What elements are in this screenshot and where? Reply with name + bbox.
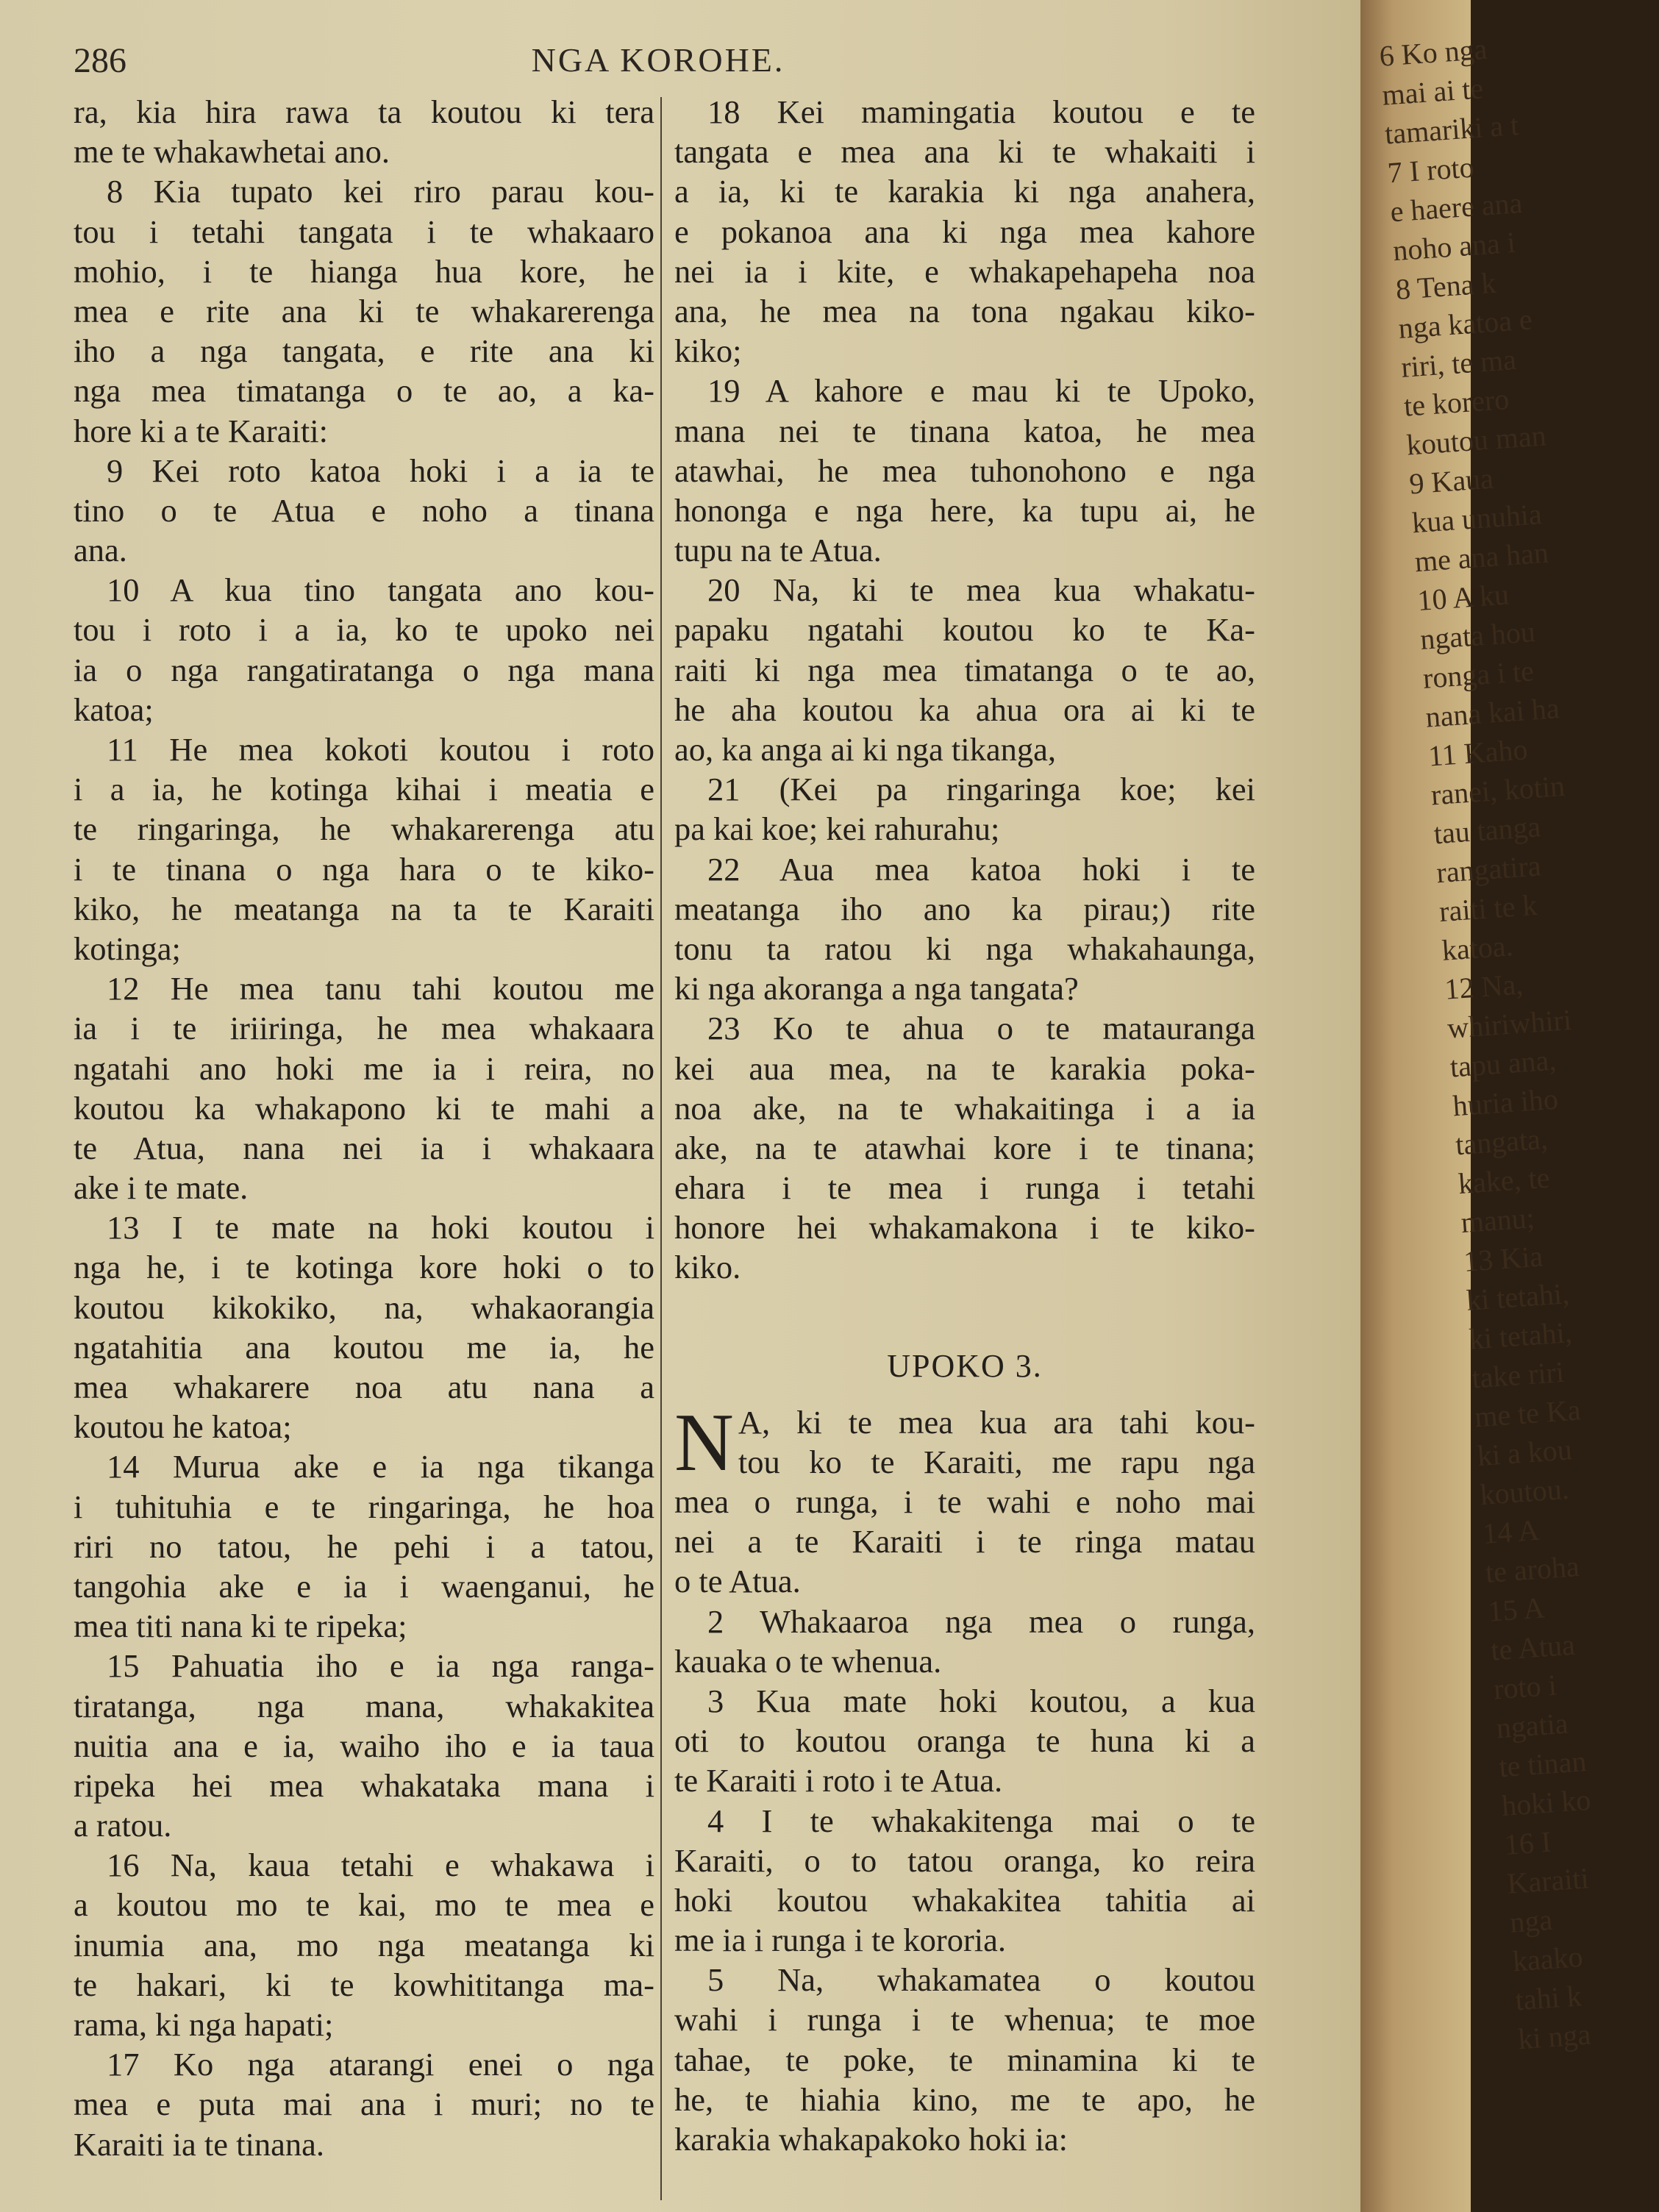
text-line: inumia ana, mo nga meatanga ki — [74, 1926, 654, 1963]
facing-page-line: 11 Kaho — [1427, 732, 1529, 773]
text-line: tangata e mea ana ki te whakaiti i — [674, 133, 1255, 171]
facing-page-line: tau tanga — [1433, 810, 1542, 851]
text-line: karakia whakapakoko hoki ia: — [674, 2121, 1068, 2158]
text-line: mea titi nana ki te ripeka; — [74, 1608, 407, 1645]
text-line: 15 Pahuatia iho e ia nga ranga- — [107, 1647, 654, 1685]
text-line: a koutou mo te kai, mo te mea e — [74, 1886, 654, 1924]
facing-page-line: hoki ko — [1500, 1783, 1592, 1823]
text-line: tangohia ake e ia i waenganui, he — [74, 1567, 654, 1605]
text-line: mea whakarere noa atu nana a — [74, 1369, 654, 1405]
text-line: ngatahi ano hoki me ia i reira, no — [74, 1049, 654, 1087]
text-line: o te Atua. — [674, 1563, 801, 1600]
text-line: te Karaiti i roto i te Atua. — [674, 1762, 1003, 1799]
text-line: 23 Ko te ahua o te matauranga — [707, 1010, 1255, 1047]
text-line: 19 A kahore e mau ki te Upoko, — [707, 372, 1255, 410]
facing-page-line: roto i — [1492, 1668, 1558, 1706]
facing-page-line: manu; — [1460, 1201, 1536, 1240]
text-line: ehara i te mea i runga i tetahi — [674, 1169, 1255, 1207]
text-line: mea e puta mai ana i muri; no te — [74, 2086, 654, 2123]
facing-page-line: nga — [1508, 1902, 1554, 1939]
text-line: atawhai, he mea tuhonohono e nga — [674, 452, 1255, 489]
text-line: ao, ka anga ai ki nga tikanga, — [674, 731, 1056, 768]
text-line: kei aua mea, na te karakia poka- — [674, 1049, 1255, 1087]
text-line: pa kai koe; kei rahurahu; — [674, 810, 1000, 848]
text-line: he aha koutou ka ahua ora ai ki te — [674, 691, 1255, 728]
facing-page-line: tapu ana, — [1449, 1043, 1558, 1084]
facing-page-line: nga katoa e — [1397, 302, 1533, 345]
text-line: rama, ki nga hapati; — [74, 2006, 334, 2043]
facing-page-line: ranei, kotin — [1430, 768, 1566, 812]
facing-page-line: 14 A — [1481, 1513, 1541, 1550]
text-line: 13 I te mate na hoki koutou i — [107, 1209, 654, 1246]
facing-page-line: 13 Kia — [1462, 1239, 1544, 1278]
text-line: 10 A kua tino tangata ano kou- — [107, 571, 654, 609]
facing-page-line: ki tetahi, — [1465, 1277, 1571, 1317]
text-line: Karaiti, o to tatou oranga, ko reira — [674, 1841, 1255, 1879]
text-line: 9 Kei roto katoa hoki i a ia te — [107, 452, 654, 489]
facing-page-line: 15 A — [1487, 1591, 1546, 1628]
text-line: ia i te iriiringa, he mea whakaara — [74, 1010, 654, 1047]
page-number: 286 — [74, 41, 126, 80]
text-line: Karaiti ia te tinana. — [74, 2125, 325, 2163]
text-line: me te whakawhetai ano. — [74, 133, 390, 171]
text-line: hononga e nga here, ka tupu ai, he — [674, 491, 1255, 529]
facing-page-line: koutou. — [1479, 1471, 1571, 1512]
facing-page-line: ki a kou — [1476, 1433, 1574, 1473]
facing-page-line: take riri — [1470, 1355, 1566, 1395]
text-line: nga mea timatanga o te ao, a ka- — [74, 372, 654, 410]
text-line: 3 Kua mate hoki koutou, a kua — [707, 1682, 1255, 1719]
text-line: hoki koutou whakakitea tahitia ai — [674, 1881, 1255, 1919]
text-line: i a ia, he kotinga kihai i meatia e — [74, 771, 654, 808]
chapter-verses — [674, 1482, 1255, 2159]
facing-page-line: kua unuhia — [1410, 497, 1543, 540]
right-column — [674, 92, 1255, 2159]
text-line: e pokanoa ana ki nga mea kahore — [674, 213, 1255, 250]
chapter-first-line: tou ko te Karaiti, me rapu nga — [738, 1443, 1255, 1480]
text-line: koutou kikokiko, na, whakaorangia — [74, 1288, 654, 1326]
text-line: 8 Kia tupato kei riro parau kou- — [107, 173, 654, 210]
text-line: 21 (Kei pa ringaringa koe; kei — [707, 771, 1255, 808]
text-line: 20 Na, ki te mea kua whakatu- — [707, 571, 1255, 609]
facing-page-line: ngata hou — [1419, 615, 1537, 656]
facing-page-line: koutou man — [1405, 418, 1547, 462]
text-line: 4 I te whakakitenga mai o te — [707, 1802, 1255, 1839]
text-line: te hakari, ki te kowhititanga ma- — [74, 1966, 654, 2003]
chapter-heading: UPOKO 3. — [887, 1347, 1043, 1384]
running-head: NGA KOROHE. — [531, 41, 785, 79]
facing-page-line: riri, te ma — [1399, 343, 1518, 384]
text-line: ia o nga rangatiratanga o nga mana — [74, 651, 654, 688]
facing-page-line: mai ai te — [1380, 71, 1485, 112]
facing-page-line: tahi k — [1514, 1979, 1583, 2017]
text-line: hore ki a te Karaiti: — [74, 412, 328, 449]
text-line: tiratanga, nga mana, whakakitea — [74, 1687, 654, 1724]
text-line: 16 Na, kaua tetahi e whakawa i — [107, 1847, 654, 1884]
facing-page-line: whiriwhiri — [1446, 1002, 1573, 1045]
text-line: ana. — [74, 532, 127, 569]
text-line: kotinga; — [74, 930, 181, 967]
facing-page-line: 16 I — [1503, 1824, 1552, 1861]
facing-page-line: me ana han — [1413, 535, 1550, 579]
text-line: meatanga iho ano ka pirau;) rite — [674, 890, 1255, 927]
text-line: katoa; — [74, 691, 154, 728]
text-line: koutou ka whakapono ki te mahi a — [74, 1089, 654, 1127]
page-header — [74, 40, 1243, 92]
facing-page-line: Karaiti — [1506, 1861, 1590, 1900]
text-line: ngatahitia ana koutou me ia, he — [74, 1328, 654, 1366]
text-line: ra, kia hira rawa ta koutou ki tera — [74, 93, 654, 130]
text-line: me ia i runga i te kororia. — [674, 1922, 1007, 1959]
text-line: tou i tetahi tangata i te whakaaro — [74, 213, 654, 250]
facing-page-line: rangatira — [1435, 849, 1542, 890]
facing-page-line: tangata, — [1454, 1121, 1549, 1162]
facing-page-line: 7 I roto — [1386, 150, 1475, 190]
facing-page-text — [1378, 29, 1622, 2058]
facing-page-line: nana kai ha — [1424, 691, 1560, 734]
facing-page-line: e haere ana — [1389, 185, 1524, 229]
facing-page-line: te Atua — [1489, 1627, 1577, 1667]
text-line: i tuhituhia e te ringaringa, he hoa — [74, 1488, 654, 1525]
facing-page-line: kake, te — [1457, 1160, 1551, 1201]
facing-page-line: noho ana i — [1391, 225, 1517, 268]
left-column — [74, 92, 654, 2164]
text-line: mea o runga, i te wahi e noho mai — [674, 1483, 1255, 1520]
text-line: raiti ki nga mea timatanga o te ao, — [674, 651, 1255, 688]
text-line: 14 Murua ake e ia nga tikanga — [107, 1448, 654, 1485]
text-line: 17 Ko nga atarangi enei o nga — [107, 2046, 654, 2083]
facing-page-line: kaako — [1511, 1940, 1584, 1978]
right-column-verses — [674, 92, 1255, 1288]
text-line: 5 Na, whakamatea o koutou — [707, 1961, 1255, 1999]
facing-page-line: raiti te k — [1438, 888, 1538, 929]
text-line: tonu ta ratou ki nga whakahaunga, — [674, 930, 1255, 967]
text-line: nei a te Karaiti i te ringa matau — [674, 1523, 1255, 1560]
text-line: te Atua, nana nei ia i whakaara — [74, 1129, 654, 1166]
text-line: tou i roto i a ia, ko te upoko nei — [74, 611, 654, 649]
text-line: noa ake, na te whakaitinga i a ia — [674, 1089, 1255, 1127]
text-line: a ia, ki te karakia ki nga anahera, — [674, 173, 1255, 210]
facing-page-line: 8 Tena k — [1394, 265, 1497, 307]
text-line: nga he, i te kotinga kore hoki o to — [74, 1249, 654, 1286]
text-line: mana nei te tinana katoa, he mea — [674, 412, 1255, 449]
text-line: ki nga akoranga a nga tangata? — [674, 970, 1079, 1007]
facing-page-line: me te Ka — [1473, 1393, 1582, 1434]
text-line: 2 Whakaaroa nga mea o runga, — [707, 1602, 1255, 1640]
column-rule — [660, 97, 662, 2200]
text-line: mohio, i te hianga hua kore, he — [74, 252, 654, 290]
chapter-opening — [674, 1396, 1255, 1488]
facing-page-line: tamariki a t — [1383, 108, 1520, 151]
text-line: he, te hiahia kino, me te apo, he — [674, 2080, 1255, 2118]
facing-page-line: te aroha — [1484, 1549, 1580, 1589]
facing-page-line: 12 Na, — [1444, 967, 1524, 1006]
text-line: koutou he katoa; — [74, 1408, 292, 1446]
text-line: nei ia i kite, e whakapehapeha noa — [674, 252, 1255, 290]
text-line: 22 Aua mea katoa hoki i te — [707, 850, 1255, 888]
text-line: i te tinana o nga hara o te kiko- — [74, 850, 654, 888]
text-line: kiko. — [674, 1249, 741, 1286]
facing-page-line: huria iho — [1452, 1082, 1560, 1123]
text-line: iho a nga tangata, e rite ana ki — [74, 332, 654, 370]
text-line: 12 He mea tanu tahi koutou me — [107, 970, 654, 1007]
facing-page-line: ki tetahi, — [1468, 1315, 1574, 1356]
text-line: kiko, he meatanga na ta te Karaiti — [74, 890, 654, 927]
text-line: papaku ngatahi koutou ko te Ka- — [674, 611, 1255, 649]
text-line: ake, na te atawhai kore i te tinana; — [674, 1129, 1255, 1166]
text-line: riri no tatou, he pehi i a tatou, — [74, 1527, 654, 1565]
facing-page-edge — [1360, 0, 1592, 2212]
text-line: te ringaringa, he whakarerenga atu — [74, 810, 654, 848]
text-line: wahi i runga i te whenua; te moe — [674, 2001, 1255, 2038]
facing-page-line: te korero — [1402, 382, 1510, 423]
facing-page-line: te tinan — [1497, 1744, 1588, 1784]
text-line: 11 He mea kokoti koutou i roto — [107, 731, 654, 768]
text-line: tupu na te Atua. — [674, 532, 882, 569]
chapter-first-line: A, ki te mea kua ara tahi kou- — [738, 1403, 1255, 1441]
text-line: ana, he mea na tona ngakau kiko- — [674, 292, 1255, 329]
text-line: kiko; — [674, 332, 742, 370]
facing-page-line: 10 A ku — [1416, 577, 1510, 618]
text-line: tino o te Atua e noho a tinana — [74, 491, 654, 529]
facing-page-line: katoa. — [1441, 929, 1514, 967]
facing-page-line: ki nga — [1516, 2017, 1592, 2056]
facing-page-line: ronga i te — [1421, 654, 1535, 695]
facing-page-line: 9 Kaua — [1408, 461, 1495, 501]
text-line: kauaka o te whenua. — [674, 1642, 942, 1680]
text-line: mea e rite ana ki te whakarerenga — [74, 292, 654, 329]
text-line: honore hei whakamakona i te kiko- — [674, 1209, 1255, 1246]
text-line: nuitia ana e ia, waiho iho e ia taua — [74, 1727, 654, 1764]
facing-page-line: ngatia — [1495, 1706, 1569, 1745]
text-line: tahae, te poke, te minamina ki te — [674, 2041, 1255, 2078]
text-line: 18 Kei mamingatia koutou e te — [707, 93, 1255, 130]
text-line: a ratou. — [74, 1807, 172, 1844]
facing-page-line: 6 Ko nga — [1378, 32, 1488, 73]
text-line: ripeka hei mea whakataka mana i — [74, 1766, 654, 1804]
drop-cap: N — [674, 1396, 734, 1488]
text-line: oti to koutou oranga te huna ki a — [674, 1722, 1255, 1760]
text-line: ake i te mate. — [74, 1169, 249, 1207]
